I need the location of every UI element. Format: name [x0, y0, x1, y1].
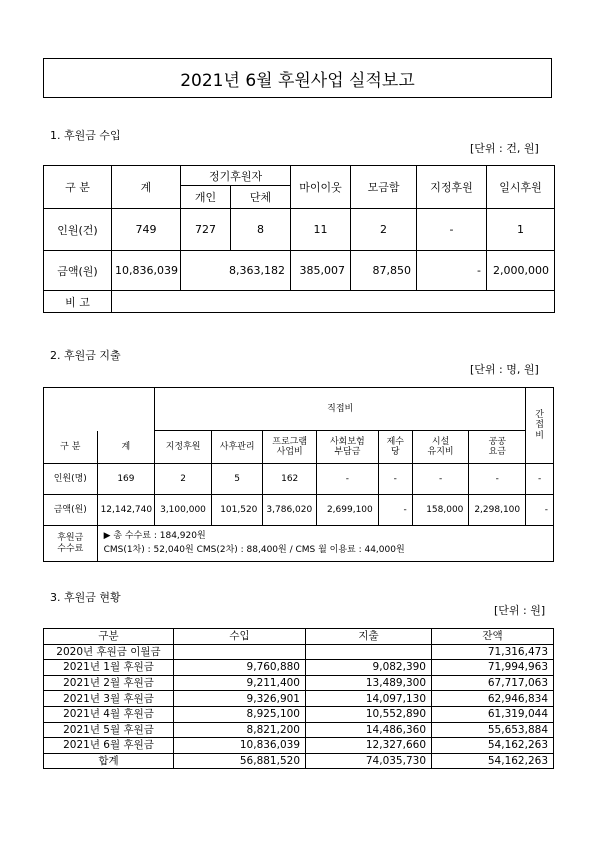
table-row — [44, 251, 555, 291]
table-row — [44, 660, 554, 676]
header-direct: 직접비 — [155, 388, 526, 431]
cell: 1 — [487, 209, 555, 251]
cell: - — [412, 464, 469, 495]
row-label: 2021년 4월 후원금 — [44, 706, 174, 722]
table-row — [44, 691, 554, 707]
header-donation-box: 모금함 — [351, 166, 417, 209]
cell: 101,520 — [211, 495, 263, 526]
cell: - — [417, 209, 487, 251]
cell: 385,007 — [291, 251, 351, 291]
row-label: 금액(원) — [44, 495, 98, 526]
table-row — [44, 738, 554, 754]
header-aftercare: 사후관리 — [211, 431, 263, 464]
header-maiius: 마이이웃 — [291, 166, 351, 209]
fee-label-line: 후원금 — [57, 533, 84, 544]
cell: - — [469, 464, 526, 495]
column-header: 지출 — [306, 629, 432, 645]
balance-cell: 71,316,473 — [432, 644, 554, 660]
income-cell: 9,326,901 — [174, 691, 306, 707]
balance-cell: 54,162,263 — [432, 738, 554, 754]
expense-cell: 10,552,890 — [306, 706, 432, 722]
expense-cell: 9,082,390 — [306, 660, 432, 676]
row-label: 2021년 5월 후원금 — [44, 722, 174, 738]
header-gubun: 구 분 — [44, 166, 112, 209]
cell: - — [378, 464, 412, 495]
column-header: 수입 — [174, 629, 306, 645]
header-utility-line: 요금 — [488, 447, 506, 457]
header-gubun: 구 분 — [44, 431, 98, 464]
balance-cell: 67,717,063 — [432, 675, 554, 691]
balance-cell: 54,162,263 — [432, 753, 554, 769]
table-header-row — [44, 629, 554, 645]
header-program-line: 사업비 — [276, 447, 303, 457]
section3-heading: 3. 후원금 현황 — [50, 591, 121, 604]
header-blank — [44, 388, 155, 431]
row-label: 합계 — [44, 753, 174, 769]
table-row — [44, 209, 555, 251]
fee-line: ▶ 총 수수료 : 184,920원 — [103, 531, 206, 541]
cell: - — [526, 495, 554, 526]
row-label: 금액(원) — [44, 251, 112, 291]
cell: 3,786,020 — [263, 495, 317, 526]
balance-cell: 71,994,963 — [432, 660, 554, 676]
row-label: 2020년 후원금 이월금 — [44, 644, 174, 660]
cell: 3,100,000 — [155, 495, 212, 526]
cell: 5 — [211, 464, 263, 495]
expense-cell: 13,489,300 — [306, 675, 432, 691]
fee-line: CMS(1차) : 52,040원 CMS(2차) : 88,400원 / CMS 월 이용료 : 44,000원 — [103, 544, 405, 555]
income-cell: 9,760,880 — [174, 660, 306, 676]
cell: 2,699,100 — [316, 495, 378, 526]
cell: 158,000 — [412, 495, 469, 526]
balance-cell: 61,319,044 — [432, 706, 554, 722]
column-header: 잔액 — [432, 629, 554, 645]
table-row — [44, 722, 554, 738]
header-designated: 지정후원 — [155, 431, 212, 464]
expense-table — [43, 387, 554, 562]
cell: - — [526, 464, 554, 495]
header-indirect-line: 간 — [535, 409, 544, 420]
table-row — [44, 644, 554, 660]
table-row — [44, 753, 554, 769]
note-value — [112, 291, 555, 313]
income-cell — [174, 644, 306, 660]
row-label: 2021년 2월 후원금 — [44, 675, 174, 691]
expense-cell: 14,097,130 — [306, 691, 432, 707]
cell: 749 — [112, 209, 181, 251]
cell: 2 — [351, 209, 417, 251]
cell: 8,363,182 — [181, 251, 291, 291]
table-row — [44, 675, 554, 691]
section1-unit: [단위 : 건, 원] — [470, 142, 539, 155]
income-cell: 10,836,039 — [174, 738, 306, 754]
header-total: 계 — [112, 166, 181, 209]
cell: 10,836,039 — [112, 251, 181, 291]
header-indirect-line: 접 — [535, 420, 544, 431]
income-cell: 9,211,400 — [174, 675, 306, 691]
cell: 11 — [291, 209, 351, 251]
header-indirect-line: 비 — [535, 430, 544, 441]
header-utility-line: 공공 — [488, 436, 506, 447]
fee-details — [97, 526, 553, 562]
cell: 727 — [181, 209, 231, 251]
income-cell: 8,821,200 — [174, 722, 306, 738]
section2-unit: [단위 : 명, 원] — [470, 363, 539, 376]
header-facility-line: 시설 — [431, 436, 450, 447]
row-label: 인원(건) — [44, 209, 112, 251]
header-insurance-line: 사회보험 — [329, 436, 365, 447]
expense-cell: 74,035,730 — [306, 753, 432, 769]
header-tax — [378, 431, 412, 464]
expense-cell: 14,486,360 — [306, 722, 432, 738]
header-regular: 정기후원자 — [181, 166, 291, 186]
header-individual: 개인 — [181, 186, 231, 209]
balance-cell: 62,946,834 — [432, 691, 554, 707]
cell: 8 — [231, 209, 291, 251]
header-group: 단체 — [231, 186, 291, 209]
row-label: 2021년 1월 후원금 — [44, 660, 174, 676]
income-table — [43, 165, 555, 313]
cell: 162 — [263, 464, 317, 495]
header-total: 계 — [97, 431, 155, 464]
cell: 2 — [155, 464, 212, 495]
cell: 2,298,100 — [469, 495, 526, 526]
table-row — [44, 526, 554, 562]
income-cell: 8,925,100 — [174, 706, 306, 722]
fee-label — [44, 526, 98, 562]
header-insurance — [316, 431, 378, 464]
cell: - — [378, 495, 412, 526]
header-indirect — [526, 388, 554, 464]
header-onetime: 일시후원 — [487, 166, 555, 209]
table-row — [44, 495, 554, 526]
table-row — [44, 291, 555, 313]
cell: 2,000,000 — [487, 251, 555, 291]
header-tax-line: 당 — [390, 447, 400, 457]
section2-heading: 2. 후원금 지출 — [50, 349, 121, 362]
expense-cell: 12,327,660 — [306, 738, 432, 754]
column-header: 구분 — [44, 629, 174, 645]
cell: 12,142,740 — [97, 495, 155, 526]
header-facility-line: 유지비 — [427, 447, 454, 457]
header-program — [263, 431, 317, 464]
status-table — [43, 628, 554, 769]
header-tax-line: 제수 — [386, 436, 404, 447]
cell: 169 — [97, 464, 155, 495]
row-label: 인원(명) — [44, 464, 98, 495]
row-label: 2021년 6월 후원금 — [44, 738, 174, 754]
row-label: 2021년 3월 후원금 — [44, 691, 174, 707]
table-row — [44, 464, 554, 495]
balance-cell: 55,653,884 — [432, 722, 554, 738]
fee-label-line: 수수료 — [57, 543, 84, 554]
header-program-line: 프로그램 — [272, 436, 308, 447]
income-cell: 56,881,520 — [174, 753, 306, 769]
header-utility — [469, 431, 526, 464]
cell: - — [417, 251, 487, 291]
header-designated: 지정후원 — [417, 166, 487, 209]
expense-cell — [306, 644, 432, 660]
header-facility — [412, 431, 469, 464]
header-insurance-line: 부담금 — [334, 447, 361, 457]
row-label: 비 고 — [44, 291, 112, 313]
section3-unit: [단위 : 원] — [494, 604, 546, 617]
cell: 87,850 — [351, 251, 417, 291]
report-title: 2021년 6월 후원사업 실적보고 — [43, 58, 552, 98]
cell: - — [316, 464, 378, 495]
section1-heading: 1. 후원금 수입 — [50, 129, 121, 142]
table-row — [44, 706, 554, 722]
